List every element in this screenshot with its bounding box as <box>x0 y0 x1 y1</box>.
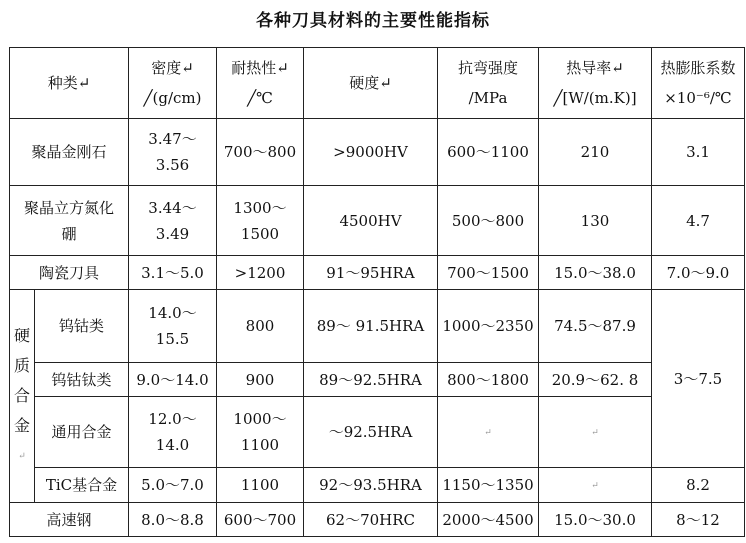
header-row <box>10 48 745 119</box>
cell-conductivity: 74.5～87.9 <box>539 290 652 363</box>
cell-hardness: 91～95HRA <box>304 256 438 290</box>
cell-type: 聚晶金刚石 <box>10 119 129 186</box>
cell-bending: 500～800 <box>438 186 539 256</box>
cell-expansion: 3.1 <box>652 119 745 186</box>
cell-heat: 900 <box>217 363 304 397</box>
cell-bending: ↵ <box>438 397 539 468</box>
cell-heat: 1300～ 1500 <box>217 186 304 256</box>
cell-bending: 1000～2350 <box>438 290 539 363</box>
cell-heat: >1200 <box>217 256 304 290</box>
cell-type: TiC基合金 <box>35 468 129 503</box>
table-row <box>10 468 745 503</box>
hard-alloy-label: 硬 质 合 金 ↵ <box>10 290 35 503</box>
cell-bending: 700～1500 <box>438 256 539 290</box>
cell-density: 3.44～ 3.49 <box>129 186 217 256</box>
cell-type: 钨钴类 <box>35 290 129 363</box>
cell-hardness: 89～92.5HRA <box>304 363 438 397</box>
cell-type: 陶瓷刀具 <box>10 256 129 290</box>
cell-bending: 800～1800 <box>438 363 539 397</box>
cell-density: 8.0～8.8 <box>129 503 217 537</box>
cell-density: 9.0～14.0 <box>129 363 217 397</box>
cell-bending: 2000～4500 <box>438 503 539 537</box>
cell-conductivity: ↵ <box>539 468 652 503</box>
table-row <box>10 503 745 537</box>
cell-heat: 1000～ 1100 <box>217 397 304 468</box>
cell-expansion: 7.0～9.0 <box>652 256 745 290</box>
header-expansion: 热膨胀系数 ×10⁻⁶/℃ <box>652 48 745 119</box>
cell-expansion: 8.2 <box>652 468 745 503</box>
cell-hardness: 4500HV <box>304 186 438 256</box>
cell-type: 通用合金 <box>35 397 129 468</box>
table-row <box>10 290 745 363</box>
header-conductivity: 热导率↵ ╱[W/(m.K)] <box>539 48 652 119</box>
cell-density: 5.0～7.0 <box>129 468 217 503</box>
cell-heat: 600～700 <box>217 503 304 537</box>
header-hardness: 硬度↵ <box>304 48 438 119</box>
cell-type: 钨钴钛类 <box>35 363 129 397</box>
cell-conductivity: 15.0～38.0 <box>539 256 652 290</box>
header-density: 密度↵ ╱(g/cm) <box>129 48 217 119</box>
cell-density: 14.0～ 15.5 <box>129 290 217 363</box>
cell-heat: 1100 <box>217 468 304 503</box>
table-row <box>10 256 745 290</box>
header-heat: 耐热性↵ ╱℃ <box>217 48 304 119</box>
header-type: 种类↵ <box>10 48 129 119</box>
cell-hardness: 92～93.5HRA <box>304 468 438 503</box>
cell-type: 高速钢 <box>10 503 129 537</box>
cell-conductivity: 20.9～62. 8 <box>539 363 652 397</box>
cell-conductivity: 210 <box>539 119 652 186</box>
cell-bending: 1150～1350 <box>438 468 539 503</box>
cell-expansion-merged: 3～7.5 <box>652 290 745 468</box>
cell-expansion: 8～12 <box>652 503 745 537</box>
table-row <box>10 119 745 186</box>
cell-density: 12.0～ 14.0 <box>129 397 217 468</box>
cell-bending: 600～1100 <box>438 119 539 186</box>
cell-heat: 700～800 <box>217 119 304 186</box>
cell-expansion: 4.7 <box>652 186 745 256</box>
table-row <box>10 397 745 468</box>
cell-hardness: ～92.5HRA <box>304 397 438 468</box>
page-title: 各种刀具材料的主要性能指标 <box>256 11 490 31</box>
table-row <box>10 186 745 256</box>
cell-hardness: >9000HV <box>304 119 438 186</box>
cell-density: 3.47～ 3.56 <box>129 119 217 186</box>
header-bending: 抗弯强度 /MPa <box>438 48 539 119</box>
properties-table <box>9 47 745 537</box>
cell-hardness: 62～70HRC <box>304 503 438 537</box>
cell-conductivity: 130 <box>539 186 652 256</box>
cell-conductivity: 15.0～30.0 <box>539 503 652 537</box>
cell-hardness: 89～ 91.5HRA <box>304 290 438 363</box>
cell-type: 聚晶立方氮化 硼 <box>10 186 129 256</box>
table-row <box>10 363 745 397</box>
cell-conductivity: ↵ <box>539 397 652 468</box>
cell-heat: 800 <box>217 290 304 363</box>
cell-density: 3.1～5.0 <box>129 256 217 290</box>
